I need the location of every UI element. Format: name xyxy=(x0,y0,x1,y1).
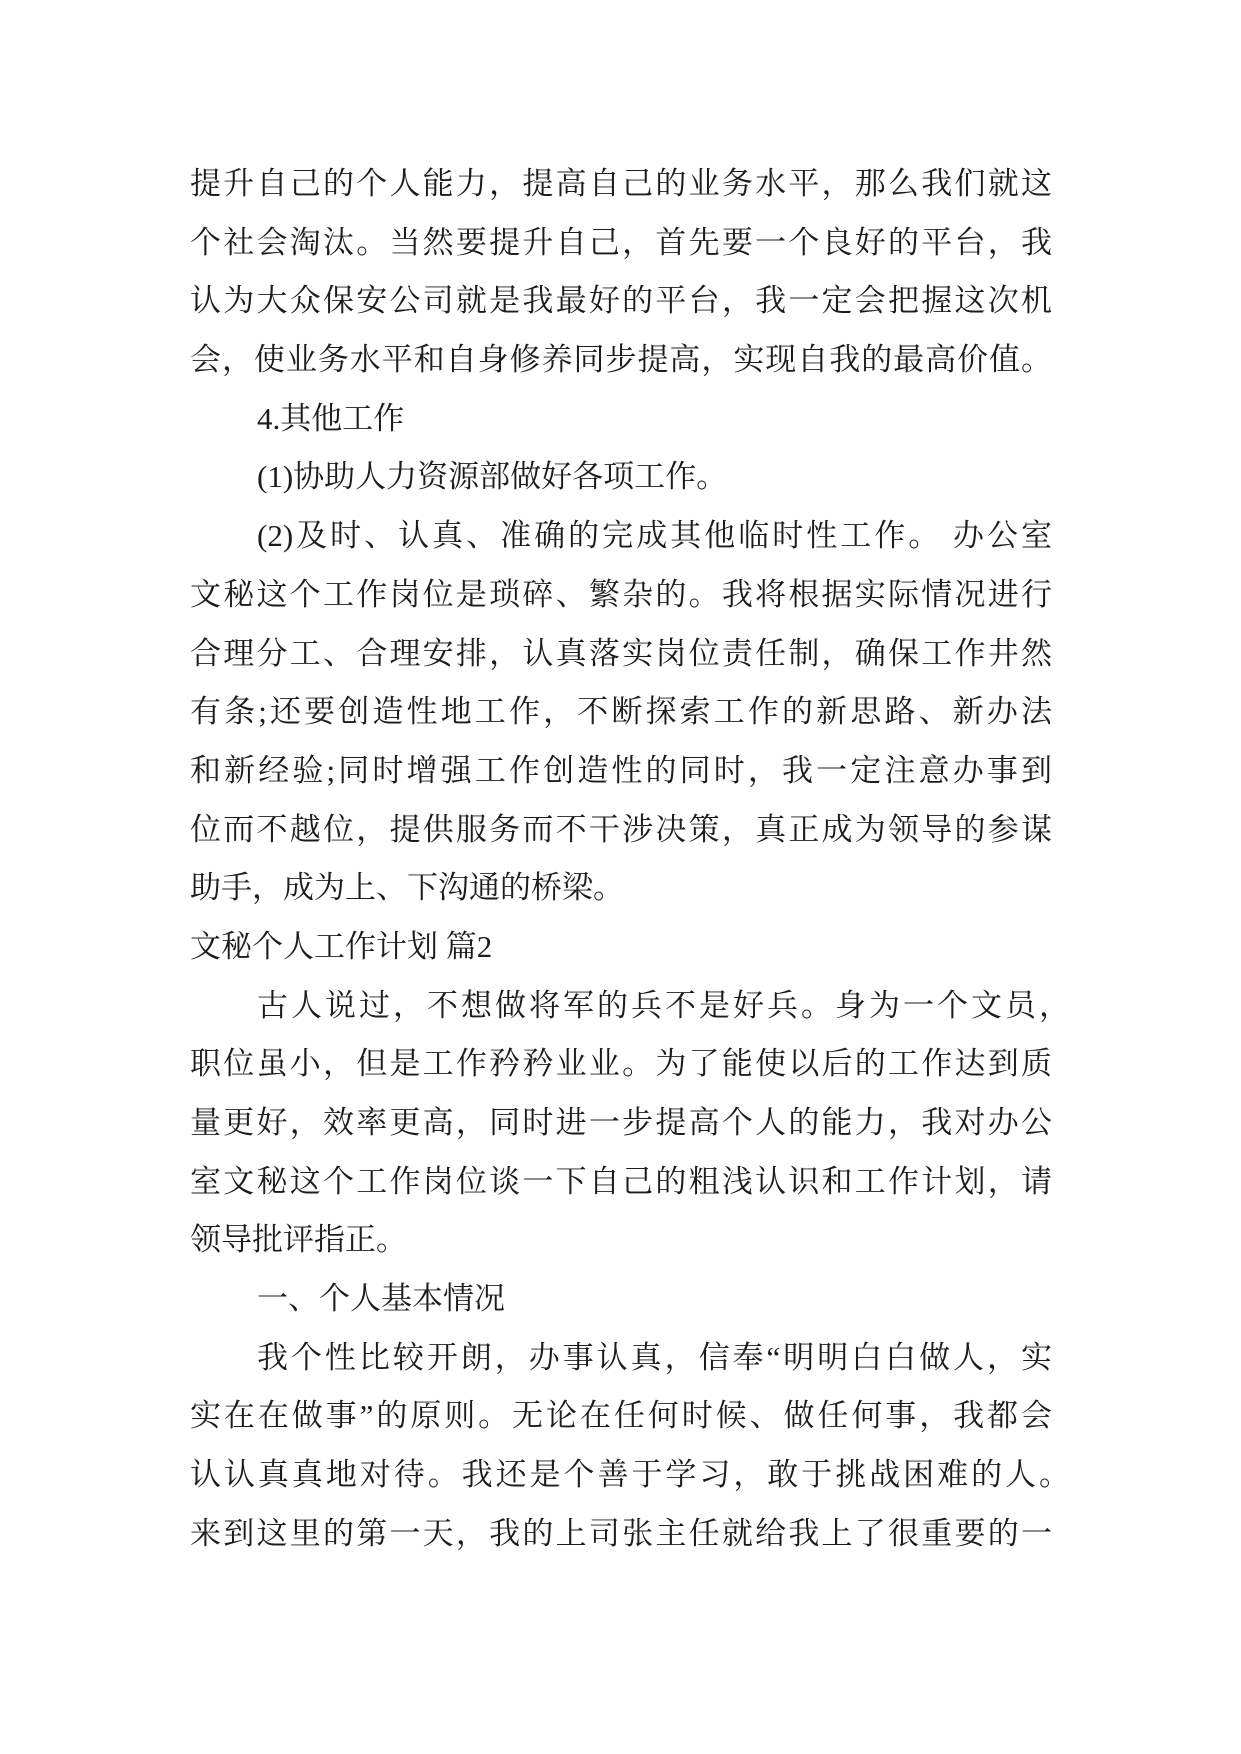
section-title: 文秘个人工作计划 篇2 xyxy=(190,928,493,964)
text-line: 提升自己的个人能力，提高自己的业务水平，那么我们就这 xyxy=(190,166,1052,201)
continued-paragraph xyxy=(190,155,1052,390)
text-line: 认为大众保安公司就是我最好的平台，我一定会把握这次机 xyxy=(190,283,1052,319)
text-line: 合理分工、合理安排，认真落实岗位责任制，确保工作井然 xyxy=(190,635,1052,671)
text-line: 职位虽小，但是工作矜矜业业。为了能使以后的工作达到质 xyxy=(190,1046,1052,1082)
text-line: (2)及时、认真、准确的完成其他临时性工作。 办公室 xyxy=(257,518,1052,554)
text-line: 位而不越位，提供服务而不干涉决策，真正成为领导的参谋 xyxy=(190,811,1052,847)
heading-basic-info: 一、个人基本情况 xyxy=(257,1281,505,1317)
text-line: 实在在做事”的原则。无论在任何时候、做任何事，我都会 xyxy=(190,1398,1052,1434)
text-line: 认认真真地对待。我还是个善于学习，敢于挑战困难的人。 xyxy=(190,1457,1070,1493)
text-line: 室文秘这个工作岗位谈一下自己的粗浅认识和工作计划，请 xyxy=(190,1163,1052,1199)
item-4-heading: 4.其他工作 xyxy=(257,400,405,436)
intro-paragraph xyxy=(190,977,1070,1270)
item-4-2-paragraph xyxy=(190,507,1052,918)
document-body xyxy=(190,155,1070,1564)
text-line: 和新经验;同时增强工作创造性的同时，我一定注意办事到 xyxy=(190,752,1052,788)
basic-info-paragraph xyxy=(190,1329,1070,1564)
item-4-1: (1)协助人力资源部做好各项工作。 xyxy=(257,459,728,495)
text-line: 会，使业务水平和自身修养同步提高，实现自我的最高价值。 xyxy=(190,342,1052,378)
text-line: 古人说过，不想做将军的兵不是好兵。身为一个文员， xyxy=(257,987,1070,1023)
text-line: 领导批评指正。 xyxy=(190,1222,407,1258)
text-line: 个社会淘汰。当然要提升自己，首先要一个良好的平台，我 xyxy=(190,224,1052,260)
text-line: 文秘这个工作岗位是琐碎、繁杂的。我将根据实际情况进行 xyxy=(190,576,1052,612)
text-line: 量更好，效率更高，同时进一步提高个人的能力，我对办公 xyxy=(190,1105,1052,1140)
text-line: 助手，成为上、下沟通的桥梁。 xyxy=(190,870,624,906)
text-line: 来到这里的第一天，我的上司张主任就给我上了很重要的一 xyxy=(190,1515,1052,1551)
text-line: 我个性比较开朗，办事认真，信奉“明明白白做人，实 xyxy=(257,1339,1052,1375)
text-line: 有条;还要创造性地工作，不断探索工作的新思路、新办法 xyxy=(190,694,1052,730)
